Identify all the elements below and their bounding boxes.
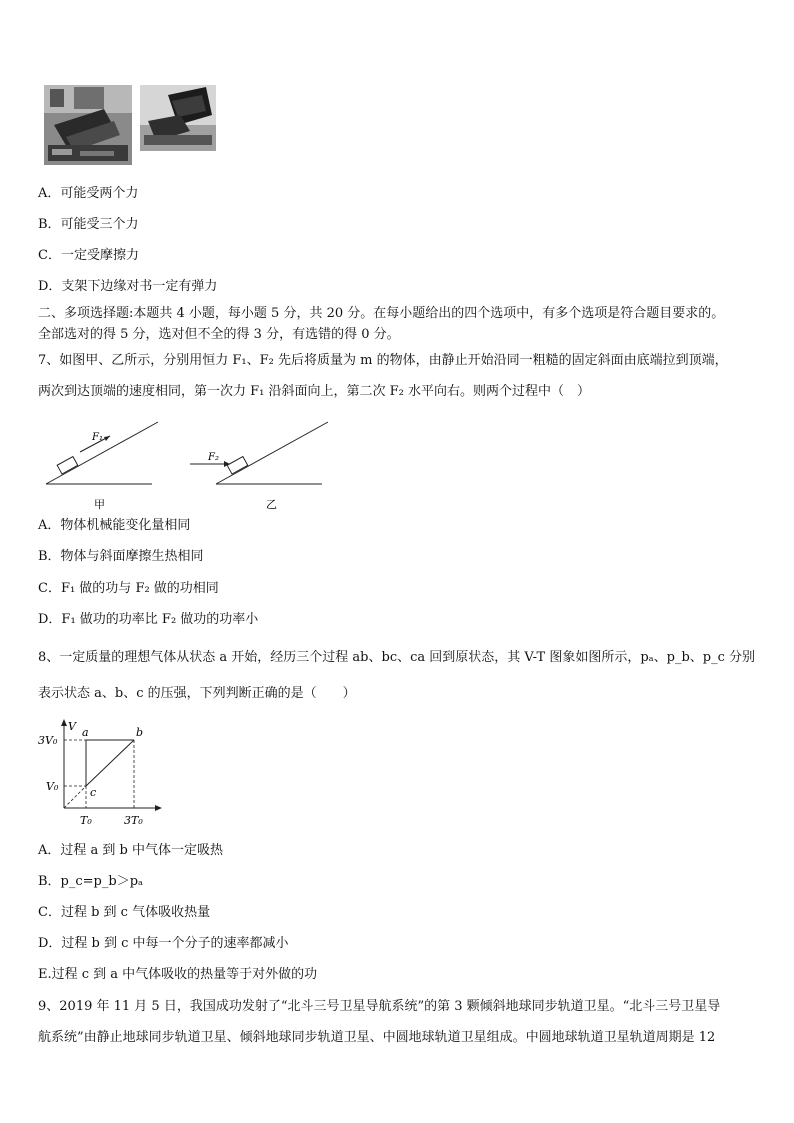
q7-stem-line1: 7、如图甲、乙所示，分别用恒力 F₁、F₂ 先后将质量为 m 的物体，由静止开始沿同一粗糙的固定斜面由底端拉到顶端， [38, 353, 728, 368]
q7-option-b: B．物体与斜面摩擦生热相同 [38, 549, 204, 564]
q8-process-bc [86, 740, 134, 786]
q6-option-c: C．一定受摩擦力 [38, 248, 139, 263]
q8-option-e: E.过程 c 到 a 中气体吸收的热量等于对外做的功 [38, 967, 318, 982]
q6-option-b: B．可能受三个力 [38, 217, 139, 232]
q8-option-c: C．过程 b 到 c 气体吸收热量 [38, 905, 211, 920]
q8-tick-t0: T₀ [80, 814, 92, 827]
q7-figure-left-caption: 甲 [94, 498, 105, 510]
q8-point-b-label: b [136, 726, 144, 739]
q8-tick-v0: V₀ [46, 780, 59, 793]
q8-tick-3t0: 3T₀ [124, 814, 143, 827]
q8-option-d: D．过程 b 到 c 中每一个分子的速率都减小 [38, 936, 289, 951]
q7-option-d: D．F₁ 做功的功率比 F₂ 做功的功率小 [38, 612, 259, 627]
book-stand-photo-right [140, 85, 216, 151]
q7-force-f2-label: F₂ [208, 452, 219, 463]
section2-instructions-line2: 全部选对的得 5 分，选对但不全的得 3 分，有选错的得 0 分。 [38, 327, 400, 342]
q8-stem-line2: 表示状态 a、b、c 的压强，下列判断正确的是（ ） [38, 686, 356, 701]
q7-option-c: C．F₁ 做的功与 F₂ 做的功相同 [38, 581, 219, 596]
q8-vt-graph [36, 716, 166, 834]
q7-incline-figure [40, 418, 340, 510]
q8-point-a-label: a [82, 726, 89, 739]
q7-block-left [57, 457, 78, 474]
q8-option-a: A．过程 a 到 b 中气体一定吸热 [38, 843, 223, 858]
q7-block-right [227, 457, 248, 474]
q8-stem-line1: 8、一定质量的理想气体从状态 a 开始，经历三个过程 ab、bc、ca 回到原状态，其 V-T 图象如图所示，pₐ、p_b、p_c 分别 [38, 650, 756, 665]
q9-stem-line2: 航系统”由静止地球同步轨道卫星、倾斜地球同步轨道卫星、中圆地球轨道卫星组成。中圆地球轨道卫星轨道周期是 12 [38, 1030, 716, 1045]
q8-tick-3v0: 3V₀ [38, 734, 58, 747]
q8-option-b: B．p_c=p_b＞pₐ [38, 874, 144, 889]
book-stand-photo-left [44, 85, 132, 165]
q7-option-a: A．物体机械能变化量相同 [38, 518, 191, 533]
q6-option-a: A．可能受两个力 [38, 186, 139, 201]
q7-figure-right-caption: 乙 [266, 498, 277, 510]
q6-option-d: D．支架下边缘对书一定有弹力 [38, 279, 218, 294]
q7-stem-line2: 两次到达顶端的速度相同，第一次力 F₁ 沿斜面向上，第二次 F₂ 水平向右。则两个过程中（ ） [38, 384, 590, 399]
q9-stem-line1: 9、2019 年 11 月 5 日，我国成功发射了“北斗三号卫星导航系统”的第 3 颗倾斜地球同步轨道卫星。“北斗三号卫星导 [38, 999, 721, 1014]
q8-axis-v-label: V [68, 720, 76, 733]
q8-point-c-label: c [90, 786, 97, 799]
q7-force-f1-label: F₁ [92, 432, 103, 443]
section2-instructions-line1: 二、多项选择题:本题共 4 小题，每小题 5 分，共 20 分。在每小题给出的四个选项中，有多个选项是符合题目要求的。 [38, 306, 725, 321]
